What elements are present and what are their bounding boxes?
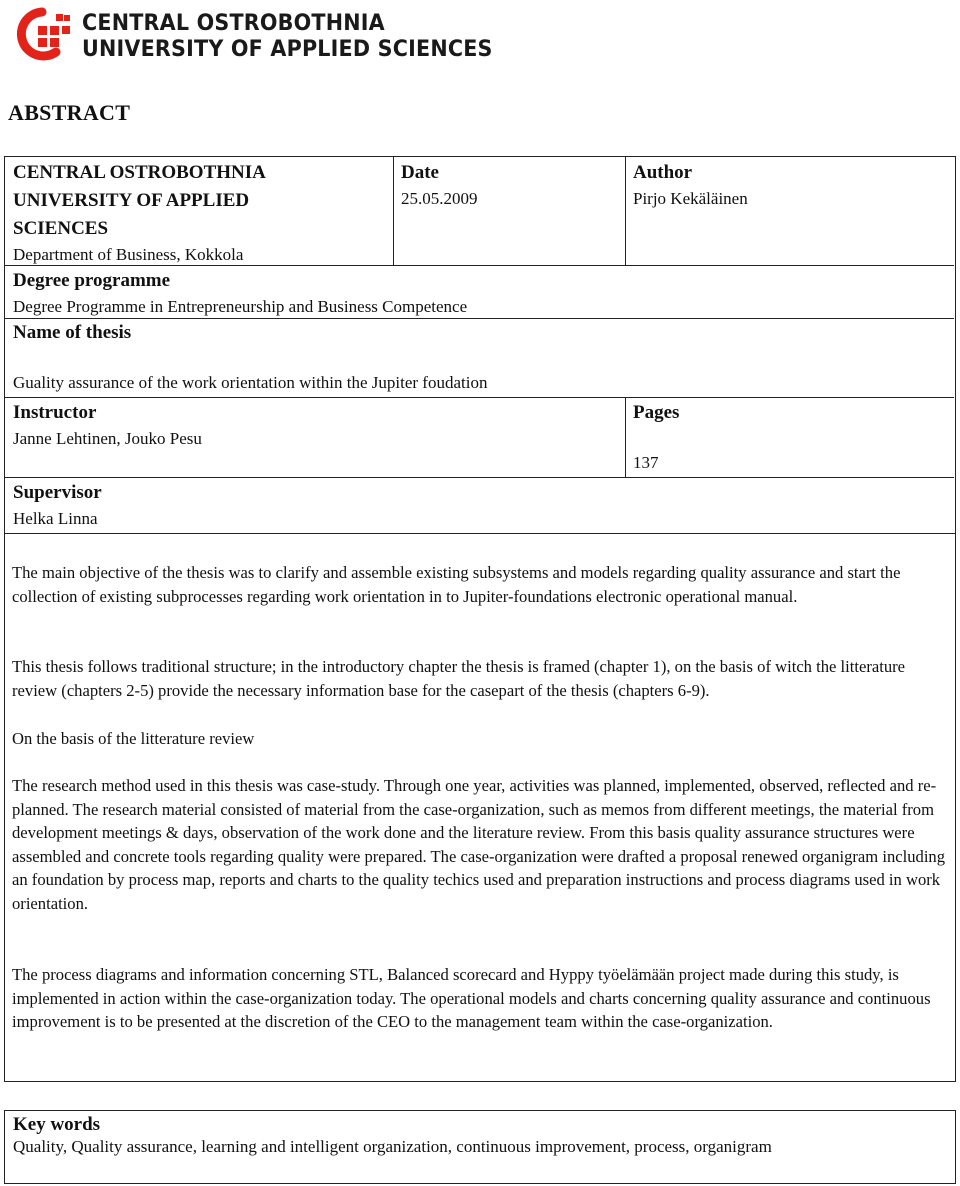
instructor-cell (13, 399, 613, 451)
institution-line-1: CENTRAL OSTROBOTHNIA (13, 162, 266, 183)
supervisor-cell (13, 479, 943, 531)
keywords-box (4, 1110, 956, 1184)
abstract-paragraph-4: The research method used in this thesis was case-study. Through one year, activities was planned, implemented, observed, reflected and re-planned. The research material consisted of material from the case-organization, such as memos from different meetings, the material from development meetings & days, observation of the work done and the literature review. From this basis quality assurance structures were assembled and concrete tools regarding quality were prepared. The case-organization were drafted a proposal renewed organigram including an foundation by process map, reports and charts to the quality techics used and preparation instructions and process diagrams used in work orientation. (12, 776, 946, 913)
date-label: Date (401, 162, 439, 183)
university-logo (12, 4, 493, 66)
instructor-label: Instructor (13, 402, 97, 423)
degree-value: Degree Programme in Entrepreneurship and Business Competence (13, 297, 468, 316)
institution-line-2: UNIVERSITY OF APPLIED (13, 190, 250, 211)
institution-cell (13, 159, 388, 267)
keywords-value: Quality, Quality assurance, learning and intelligent organization, continuous improvement, process, organigram (13, 1137, 772, 1156)
logo-line-1: CENTRAL OSTROBOTHNIA (82, 10, 385, 36)
institution-line-3: SCIENCES (13, 218, 109, 239)
thesis-name-label: Name of thesis (13, 322, 132, 343)
page-title: ABSTRACT (8, 100, 131, 125)
abstract-paragraph-1: The main objective of the thesis was to clarify and assemble existing subsystems and models regarding quality assurance and start the collection of existing subprocesses regarding work orientation in to Jupiter-foundations electronic operational manual. (12, 563, 901, 606)
abstract-paragraph-5: The process diagrams and information concerning STL, Balanced scorecard and Hyppy työelämään project made during this study, is implemented in action within the case-organization today. The operational models and charts concerning quality assurance and continuous improvement is to be presented at the discretion of the CEO to the management team within the case-organization. (12, 965, 931, 1031)
instructor-value: Janne Lehtinen, Jouko Pesu (13, 429, 202, 448)
department: Department of Business, Kokkola (13, 245, 244, 264)
supervisor-label: Supervisor (13, 482, 102, 503)
author-cell (633, 159, 748, 211)
logo-line-2: UNIVERSITY OF APPLIED SCIENCES (82, 36, 493, 62)
logo-wordmark (82, 10, 493, 62)
pages-cell (633, 399, 933, 477)
pages-value: 137 (633, 453, 659, 472)
abstract-paragraph-2: This thesis follows traditional structure; in the introductory chapter the thesis is framed (chapter 1), on the basis of witch the litterature review (chapters 2-5) provide the necessary information base for the casepart of the thesis (chapters 6-9). (12, 657, 906, 700)
degree-cell (13, 267, 943, 319)
thesis-name-cell (13, 319, 943, 397)
degree-label: Degree programme (13, 270, 171, 291)
supervisor-value: Helka Linna (13, 509, 98, 528)
author-label: Author (633, 162, 693, 183)
author-value: Pirjo Kekäläinen (633, 189, 748, 208)
abstract-paragraph-3: On the basis of the litterature review (12, 729, 255, 748)
date-cell (401, 159, 478, 211)
date-value: 25.05.2009 (401, 189, 478, 208)
keywords-label: Key words (13, 1114, 101, 1135)
thesis-info-table (4, 156, 956, 534)
pages-label: Pages (633, 402, 680, 423)
cou-logo-icon (12, 4, 74, 66)
thesis-name-value: Guality assurance of the work orientation within the Jupiter foudation (13, 373, 488, 392)
